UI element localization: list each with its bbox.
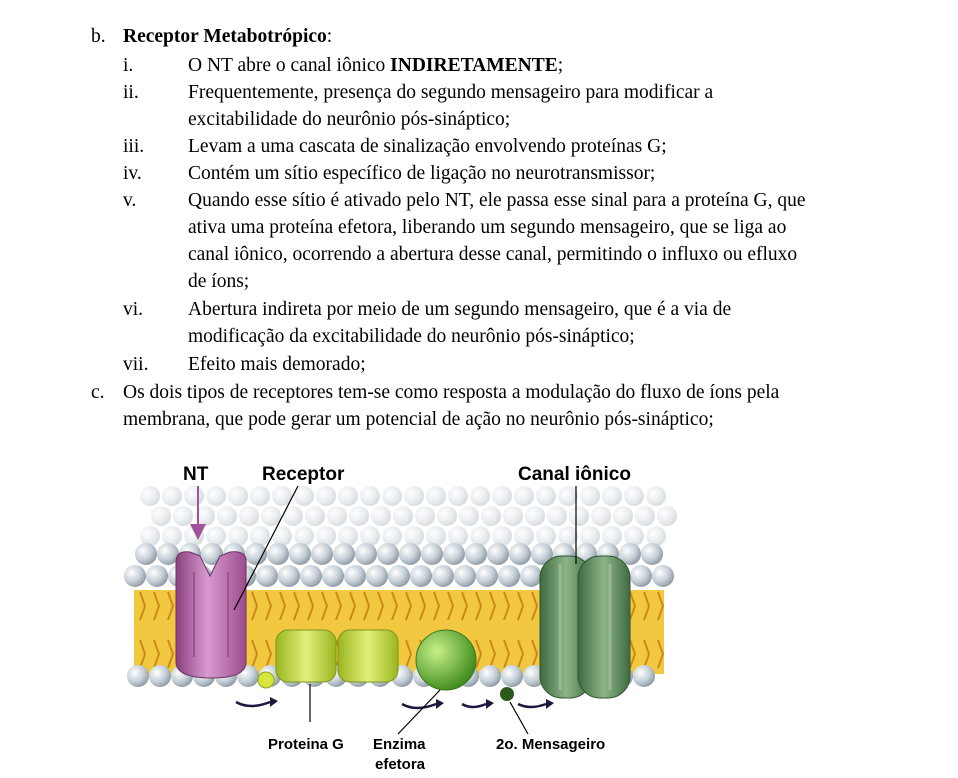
lipid-head bbox=[382, 486, 402, 506]
lipid-head bbox=[454, 565, 476, 587]
lipid-head bbox=[316, 486, 336, 506]
lipid-head bbox=[459, 506, 479, 526]
section-c-line: membrana, que pode gerar um potencial de ação no neurônio pós-sináptico; bbox=[123, 409, 714, 430]
lipid-head bbox=[250, 526, 270, 546]
lipid-head bbox=[646, 526, 666, 546]
lipid-head bbox=[250, 486, 270, 506]
item-num: ii. bbox=[123, 82, 139, 103]
item-num: v. bbox=[123, 190, 137, 211]
lipid-head bbox=[426, 526, 446, 546]
lipid-head bbox=[498, 565, 520, 587]
item-line: Efeito mais demorado; bbox=[188, 354, 366, 375]
lipid-head bbox=[465, 543, 487, 565]
lipid-head bbox=[245, 543, 267, 565]
lipid-head bbox=[311, 543, 333, 565]
lipid-head bbox=[613, 506, 633, 526]
lipid-head bbox=[377, 543, 399, 565]
lipid-head bbox=[448, 486, 468, 506]
lipid-head bbox=[360, 526, 380, 546]
item-line: excitabilidade do neurônio pós-sináptico; bbox=[188, 109, 511, 130]
section-b-heading bbox=[123, 24, 332, 50]
lipid-head bbox=[536, 526, 556, 546]
section-b-title-colon: : bbox=[326, 26, 333, 47]
lipid-head bbox=[267, 543, 289, 565]
lipid-head bbox=[635, 506, 655, 526]
lipid-head bbox=[338, 526, 358, 546]
receptor-label: Receptor bbox=[262, 464, 345, 485]
lipid-head bbox=[206, 526, 226, 546]
item-num: i. bbox=[123, 55, 134, 76]
lipid-head bbox=[360, 486, 380, 506]
lipid-head bbox=[652, 565, 674, 587]
section-c-line: Os dois tipos de receptores tem-se como resposta a modulação do fluxo de íons pela bbox=[123, 382, 780, 403]
item-num: vii. bbox=[123, 354, 149, 375]
enzima-label: Enzima bbox=[373, 736, 426, 753]
lipid-head bbox=[404, 526, 424, 546]
lipid-head bbox=[162, 526, 182, 546]
lipid-head bbox=[261, 506, 281, 526]
lipid-head bbox=[432, 565, 454, 587]
lipid-head bbox=[393, 506, 413, 526]
lipid-head bbox=[426, 486, 446, 506]
lipid-head bbox=[646, 486, 666, 506]
lipid-head bbox=[338, 486, 358, 506]
lipid-head bbox=[501, 665, 523, 687]
efetora-label: efetora bbox=[375, 756, 426, 773]
lipid-head bbox=[388, 565, 410, 587]
lipid-head bbox=[294, 526, 314, 546]
lipid-head bbox=[509, 543, 531, 565]
lipid-head bbox=[382, 526, 402, 546]
lipid-head bbox=[487, 543, 509, 565]
proteina-g-label: Proteina G bbox=[268, 736, 344, 753]
section-b-marker: b. bbox=[91, 26, 106, 47]
item-line: ativa uma proteína efetora, liberando um segundo mensageiro, que se liga ao bbox=[188, 217, 787, 238]
lipid-head bbox=[624, 486, 644, 506]
lipid-head bbox=[228, 526, 248, 546]
lipid-head bbox=[322, 565, 344, 587]
lipid-head bbox=[591, 506, 611, 526]
lipid-head bbox=[503, 506, 523, 526]
g-protein-subunit bbox=[258, 672, 274, 688]
section-c-marker: c. bbox=[91, 382, 105, 403]
item-line: Abertura indireta por meio de um segundo mensageiro, que é a via de bbox=[188, 299, 732, 320]
signal-arrows bbox=[236, 702, 546, 708]
lipid-head bbox=[366, 565, 388, 587]
lipid-head bbox=[443, 543, 465, 565]
lipid-head bbox=[162, 486, 182, 506]
item-tail: ; bbox=[557, 55, 564, 76]
section-b-title: Receptor Metabotrópico bbox=[123, 26, 327, 47]
lipid-head bbox=[630, 565, 652, 587]
item-num: iii. bbox=[123, 136, 145, 157]
lipid-head bbox=[149, 665, 171, 687]
canal-ionico-label: Canal iônico bbox=[518, 464, 631, 485]
item-line: Contém um sítio específico de ligação no neurotransmissor; bbox=[188, 163, 656, 184]
lipid-head bbox=[300, 565, 322, 587]
lipid-head bbox=[415, 506, 435, 526]
lipid-head bbox=[448, 526, 468, 546]
lipid-head bbox=[580, 486, 600, 506]
lipid-head bbox=[492, 526, 512, 546]
lipid-head bbox=[421, 543, 443, 565]
lipid-head bbox=[479, 665, 501, 687]
item-line: Frequentemente, presença do segundo mensageiro para modificar a bbox=[188, 82, 714, 103]
lipid-head bbox=[305, 506, 325, 526]
lipid-head bbox=[624, 526, 644, 546]
lipid-head bbox=[146, 565, 168, 587]
nt-label: NT bbox=[183, 464, 209, 485]
lipid-head bbox=[633, 665, 655, 687]
lipid-head bbox=[344, 565, 366, 587]
lipid-head bbox=[256, 565, 278, 587]
lipid-head bbox=[657, 506, 677, 526]
lipid-head bbox=[206, 486, 226, 506]
lipid-head bbox=[135, 543, 157, 565]
item-num: vi. bbox=[123, 299, 144, 320]
lipid-head bbox=[602, 526, 622, 546]
lipid-head bbox=[547, 506, 567, 526]
lipid-head bbox=[481, 506, 501, 526]
background-lipid-heads bbox=[140, 486, 677, 546]
lipid-head bbox=[124, 565, 146, 587]
second-messenger bbox=[500, 687, 514, 701]
lipid-head bbox=[278, 565, 300, 587]
lipid-head bbox=[327, 506, 347, 526]
item-line: Levam a uma cascata de sinalização envolvendo proteínas G; bbox=[188, 136, 667, 157]
ion-channel bbox=[540, 556, 630, 698]
lipid-head bbox=[536, 486, 556, 506]
lipid-head bbox=[228, 486, 248, 506]
item-num: iv. bbox=[123, 163, 142, 184]
lipid-head bbox=[173, 506, 193, 526]
lipid-head bbox=[410, 565, 432, 587]
item-i-text bbox=[188, 53, 563, 79]
lipid-head bbox=[514, 486, 534, 506]
lipid-head bbox=[316, 526, 336, 546]
lipid-head bbox=[349, 506, 369, 526]
lipid-head bbox=[602, 486, 622, 506]
lipid-head bbox=[140, 526, 160, 546]
lipid-head bbox=[558, 526, 578, 546]
lipid-head bbox=[558, 486, 578, 506]
lipid-head bbox=[151, 506, 171, 526]
lipid-head bbox=[641, 543, 663, 565]
receptor-protein bbox=[176, 552, 246, 678]
lipid-head bbox=[404, 486, 424, 506]
lipid-head bbox=[580, 526, 600, 546]
lipid-head bbox=[184, 486, 204, 506]
lipid-head bbox=[217, 506, 237, 526]
lipid-head bbox=[289, 543, 311, 565]
lipid-head bbox=[140, 486, 160, 506]
lipid-head bbox=[127, 665, 149, 687]
item-line: canal iônico, ocorrendo a abertura desse canal, permitindo o influxo ou efluxo bbox=[188, 244, 798, 265]
lipid-head bbox=[492, 486, 512, 506]
item-line: Quando esse sítio é ativado pelo NT, ele passa esse sinal para a proteína G, que bbox=[188, 190, 806, 211]
item-line: modificação da excitabilidade do neurônio pós-sináptico; bbox=[188, 326, 635, 347]
lipid-head bbox=[520, 565, 542, 587]
effector-enzyme bbox=[416, 630, 476, 690]
lipid-head bbox=[569, 506, 589, 526]
lipid-head bbox=[333, 543, 355, 565]
item-line: O NT abre o canal iônico bbox=[188, 55, 391, 76]
metabotropic-receptor-diagram bbox=[120, 452, 680, 778]
lipid-head bbox=[514, 526, 534, 546]
lipid-head bbox=[239, 506, 259, 526]
item-line: de íons; bbox=[188, 271, 250, 292]
lipid-head bbox=[476, 565, 498, 587]
lipid-head bbox=[470, 486, 490, 506]
lipid-head bbox=[437, 506, 457, 526]
lipid-head bbox=[355, 543, 377, 565]
item-bold: INDIRETAMENTE bbox=[390, 55, 558, 76]
lipid-head bbox=[371, 506, 391, 526]
lipid-head bbox=[470, 526, 490, 546]
lipid-head bbox=[525, 506, 545, 526]
lipid-head bbox=[272, 526, 292, 546]
segundo-mensageiro-label: 2o. Mensageiro bbox=[496, 736, 606, 753]
lipid-head bbox=[399, 543, 421, 565]
